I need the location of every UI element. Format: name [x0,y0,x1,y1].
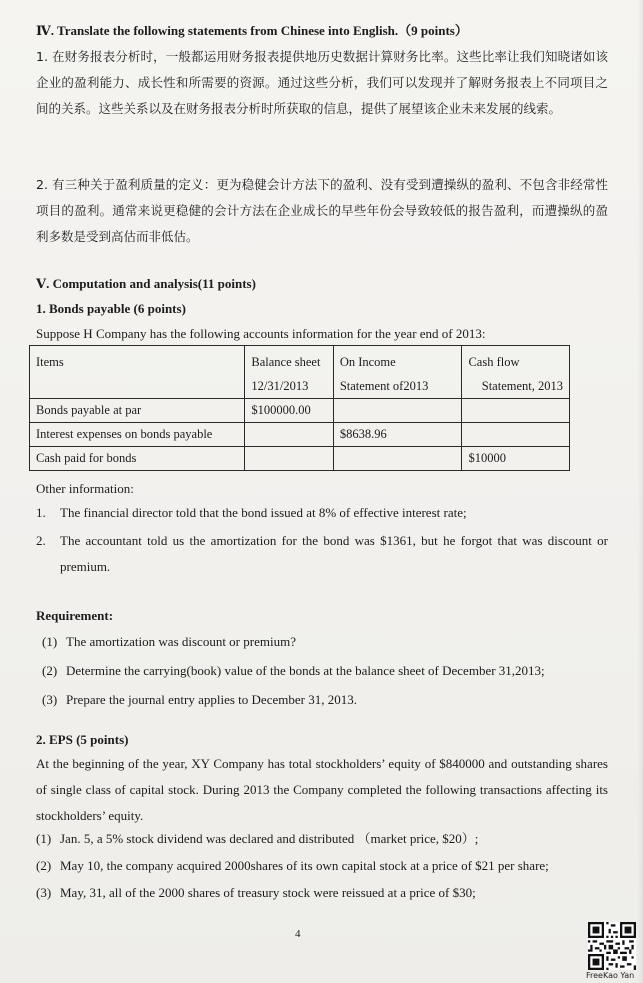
list-item: 2. The accountant told us the amortization for the bond was $1361, but he forgot that was discount or premium. [36,533,608,574]
section-4-heading: Ⅳ. Translate the following statements from Chinese into English.（9 points） [36,23,468,38]
header-items: Items [30,346,245,399]
list-item: (2) Determine the carrying(book) value of the bonds at the balance sheet of December 31,2013; [42,663,545,678]
table-cell: Interest expenses on bonds payable [30,423,245,447]
table-header-row [30,346,570,399]
table-cell: $100000.00 [245,399,333,423]
page-number: 4 [295,928,301,940]
list-item: (3) Prepare the journal entry applies to December 31, 2013. [42,692,357,707]
list-item: (1) Jan. 5, a 5% stock dividend was declared and distributed （market price, $20）; [36,831,479,846]
qr-code-icon [588,922,636,970]
table-cell: Cash paid for bonds [30,447,245,471]
header-cash-flow: Cash flow Statement, 2013 [462,346,570,399]
table-cell: Bonds payable at par [30,399,245,423]
table-cell [333,399,462,423]
table-cell [462,399,570,423]
list-item: (1) The amortization was discount or premium? [42,634,296,649]
translation-paragraph-1: 1. 在财务报表分析时，一般都运用财务报表提供地历史数据计算财务比率。这些比率让我们知晓诸如该企业的盈利能力、成长性和所需要的资源。通过这些分析，我们可以发现并了解财务报表上不同项目之间的关系。这些关系以及在财务报表分析时所获取的信息，提供了展望该企业未来发展的线索。 [36,49,608,116]
table-cell: $8638.96 [333,423,462,447]
watermark-label: FreeKao Yan [586,971,635,980]
header-balance-sheet: Balance sheet 12/31/2013 [245,346,333,399]
accounts-table [29,345,570,471]
table-row [30,423,570,447]
list-item: (3) May, 31, all of the 2000 shares of treasury stock were reissued at a price of $30; [36,885,476,900]
table-cell [245,447,333,471]
bonds-intro: Suppose H Company has the following accounts information for the year end of 2013: [36,326,486,341]
table-row [30,399,570,423]
other-info-list [36,500,608,580]
eps-transaction-list [36,825,608,906]
table-cell [333,447,462,471]
table-row [30,447,570,471]
eps-subheading: 2. EPS (5 points) [36,732,129,747]
table-cell [462,423,570,447]
eps-intro: At the beginning of the year, XY Company has total stockholders’ equity of $840000 and outstanding shares of single class of capital stock. During 2013 the Company completed the following transactions affecting its stockholders’ equity. [36,756,608,823]
list-item: 1. The financial director told that the bond issued at 8% of effective interest rate; [36,505,467,520]
section-5-heading: Ⅴ. Computation and analysis(11 points) [36,276,256,291]
table-cell: $10000 [462,447,570,471]
requirement-label: Requirement: [36,608,114,623]
other-info-label: Other information: [36,481,134,496]
requirement-list [42,627,608,714]
bonds-payable-subheading: 1. Bonds payable (6 points) [36,301,186,316]
header-income-statement: On Income Statement of2013 [333,346,462,399]
list-item: (2) May 10, the company acquired 2000shares of its own capital stock at a price of $21 per share; [36,858,549,873]
page-edge-shadow [637,0,643,983]
table-cell [245,423,333,447]
translation-paragraph-2: 2. 有三种关于盈利质量的定义：更为稳健会计方法下的盈利、没有受到遭操纵的盈利、不包含非经常性项目的盈利。通常来说更稳健的会计方法在企业成长的早些年份会导致较低的报告盈利，而遭操纵的盈利多数是受到高估而非低估。 [36,177,608,244]
